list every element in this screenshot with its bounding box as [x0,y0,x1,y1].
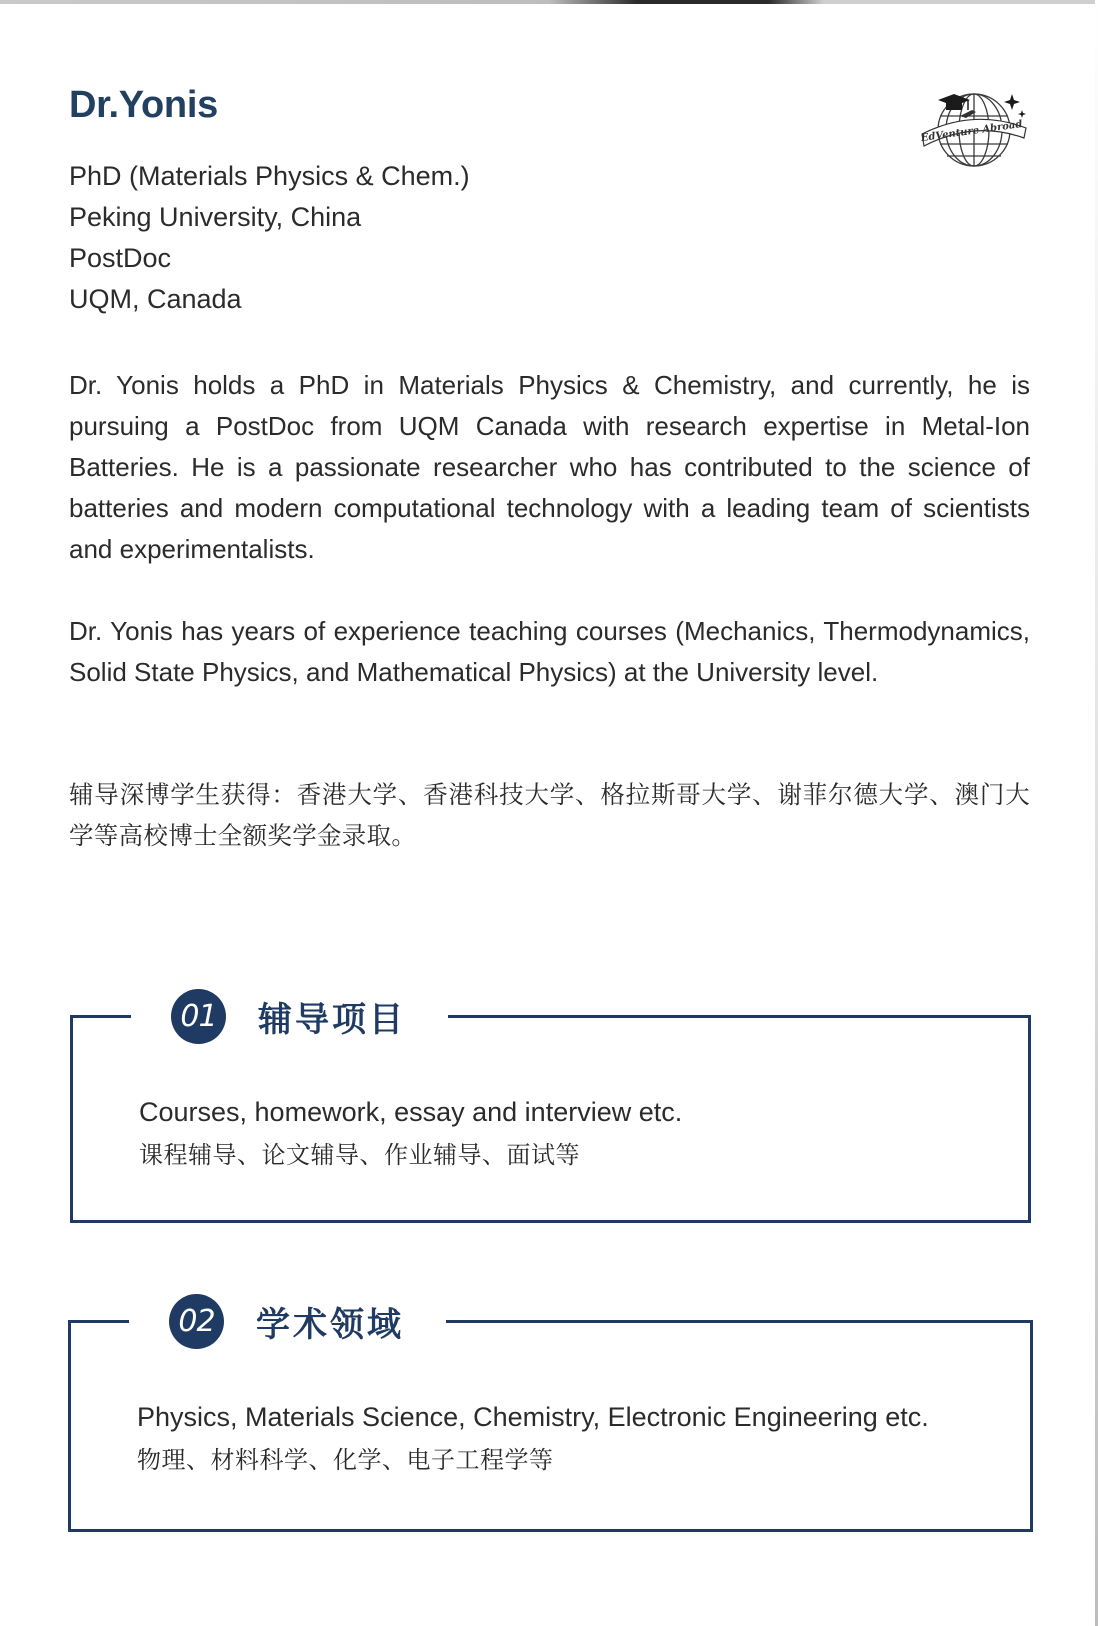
bio-paragraph-achievements: 辅导深博学生获得：香港大学、香港科技大学、格拉斯哥大学、谢菲尔德大学、澳门大学等高校博士全额奖学金录取。 [69,782,1030,850]
section-body [137,1395,929,1483]
section-title: 学术领域 [256,1305,404,1344]
logo-text: EdVenture Abroad [920,118,1024,145]
section-chinese-text: 物理、材料科学、化学、电子工程学等 [137,1447,554,1474]
section-english-text: Physics, Materials Science, Chemistry, Electronic Engineering etc. [137,1402,929,1432]
section-body [139,1090,682,1178]
section-english-text: Courses, homework, essay and interview etc. [139,1097,683,1127]
credentials-list [69,156,470,320]
credential-degree: PhD (Materials Physics & Chem.) [69,161,470,191]
section-academic-fields [68,1303,1033,1532]
section-chinese-text: 课程辅导、论文辅导、作业辅导、面试等 [139,1142,580,1169]
section-header [131,986,448,1046]
credential-postdoc: PostDoc [69,243,172,273]
bio-paragraph-teaching: Dr. Yonis has years of experience teaching courses (Mechanics, Thermodynamics, Solid State Physics, and Mathematical Physics) at the University level. [69,616,1030,687]
top-edge-strip [0,0,1098,4]
credential-university: Peking University, China [69,202,362,232]
section-title: 辅导项目 [258,1000,406,1039]
section-header [129,1291,446,1351]
section-number-badge: 01 [171,989,226,1044]
bio-paragraph-research: Dr. Yonis holds a PhD in Materials Physics & Chemistry, and currently, he is pursuing a PostDoc from UQM Canada with research expertise in Metal-Ion Batteries. He is a passionate researcher who has contributed to the science of batteries and modern computational technology with a leading team of scientists and experimentalists. [69,370,1030,564]
section-number-badge: 02 [169,1294,224,1349]
section-tutoring-services [70,998,1031,1223]
globe-graduation-cap-logo [920,86,1032,176]
credential-institution: UQM, Canada [69,284,242,314]
profile-name: Dr.Yonis [69,84,218,126]
